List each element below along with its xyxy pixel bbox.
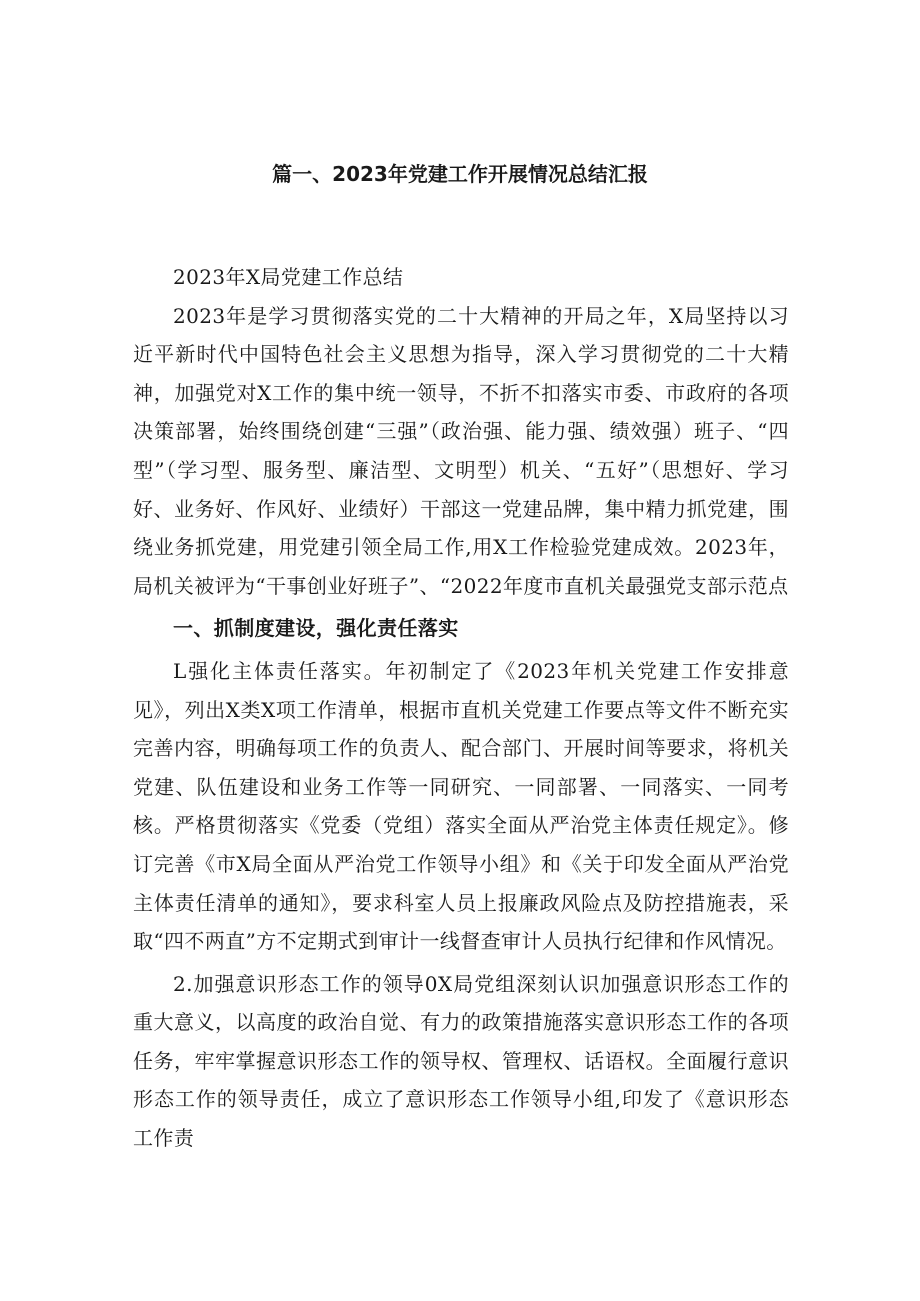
document-title: 篇一、2023年党建工作开展情况总结汇报: [272, 162, 648, 186]
item-paragraph-1: L强化主体责任落实。年初制定了《2023年机关党建工作安排意见》，列出X类X项工作清单，根据市直机关党建工作要点等文件不断充实完善内容，明确每项工作的负责人、配合部门、开展时间等要求，将机关党建、队伍建设和业务工作等一同研究、一同部署、一同落实、一同考核。严格贯彻落实《党委（党组）落实全面从严治党主体责任规定》。修订完善《市X局全面从严治党工作领导小组》和《关于印发全面从严治党主体责任清单的通知》，要求科室人员上报廉政风险点及防控措施表，采取“四不两直”方不定期式到审计一线督查审计人员执行纪律和作风情况。: [133, 658, 789, 954]
intro-paragraph: 2023年是学习贯彻落实党的二十大精神的开局之年，X局坚持以习近平新时代中国特色社会主义思想为指导，深入学习贯彻党的二十大精神，加强党对X工作的集中统一领导，不折不扣落实市委、市政府的各项决策部署，始终围绕创建“三强”（政治强、能力强、绩效强）班子、“四型”（学习型、服务型、廉洁型、文明型）机关、“五好”（思想好、学习好、业务好、作风好、业绩好）干部这一党建品牌，集中精力抓党建，围绕业务抓党建，用党建引领全局工作,用X工作检验党建成效。2023年，局机关被评为“干事创业好班子”、“2022年度市直机关最强党支部示范点: [133, 303, 789, 598]
item-paragraph-2: 2.加强意识形态工作的领导0X局党组深刻认识加强意识形态工作的重大意义，以高度的政治自觉、有力的政策措施落实意识形态工作的各项任务，牢牢掌握意识形态工作的领导权、管理权、话语权。全面履行意识形态工作的领导责任，成立了意识形态工作领导小组,印发了《意识形态工作责: [133, 971, 789, 1151]
document-subtitle: 2023年X局党建工作总结: [173, 265, 404, 289]
document-body: [133, 258, 789, 1158]
section-heading-1: 一、抓制度建设，强化责任落实: [173, 616, 459, 641]
